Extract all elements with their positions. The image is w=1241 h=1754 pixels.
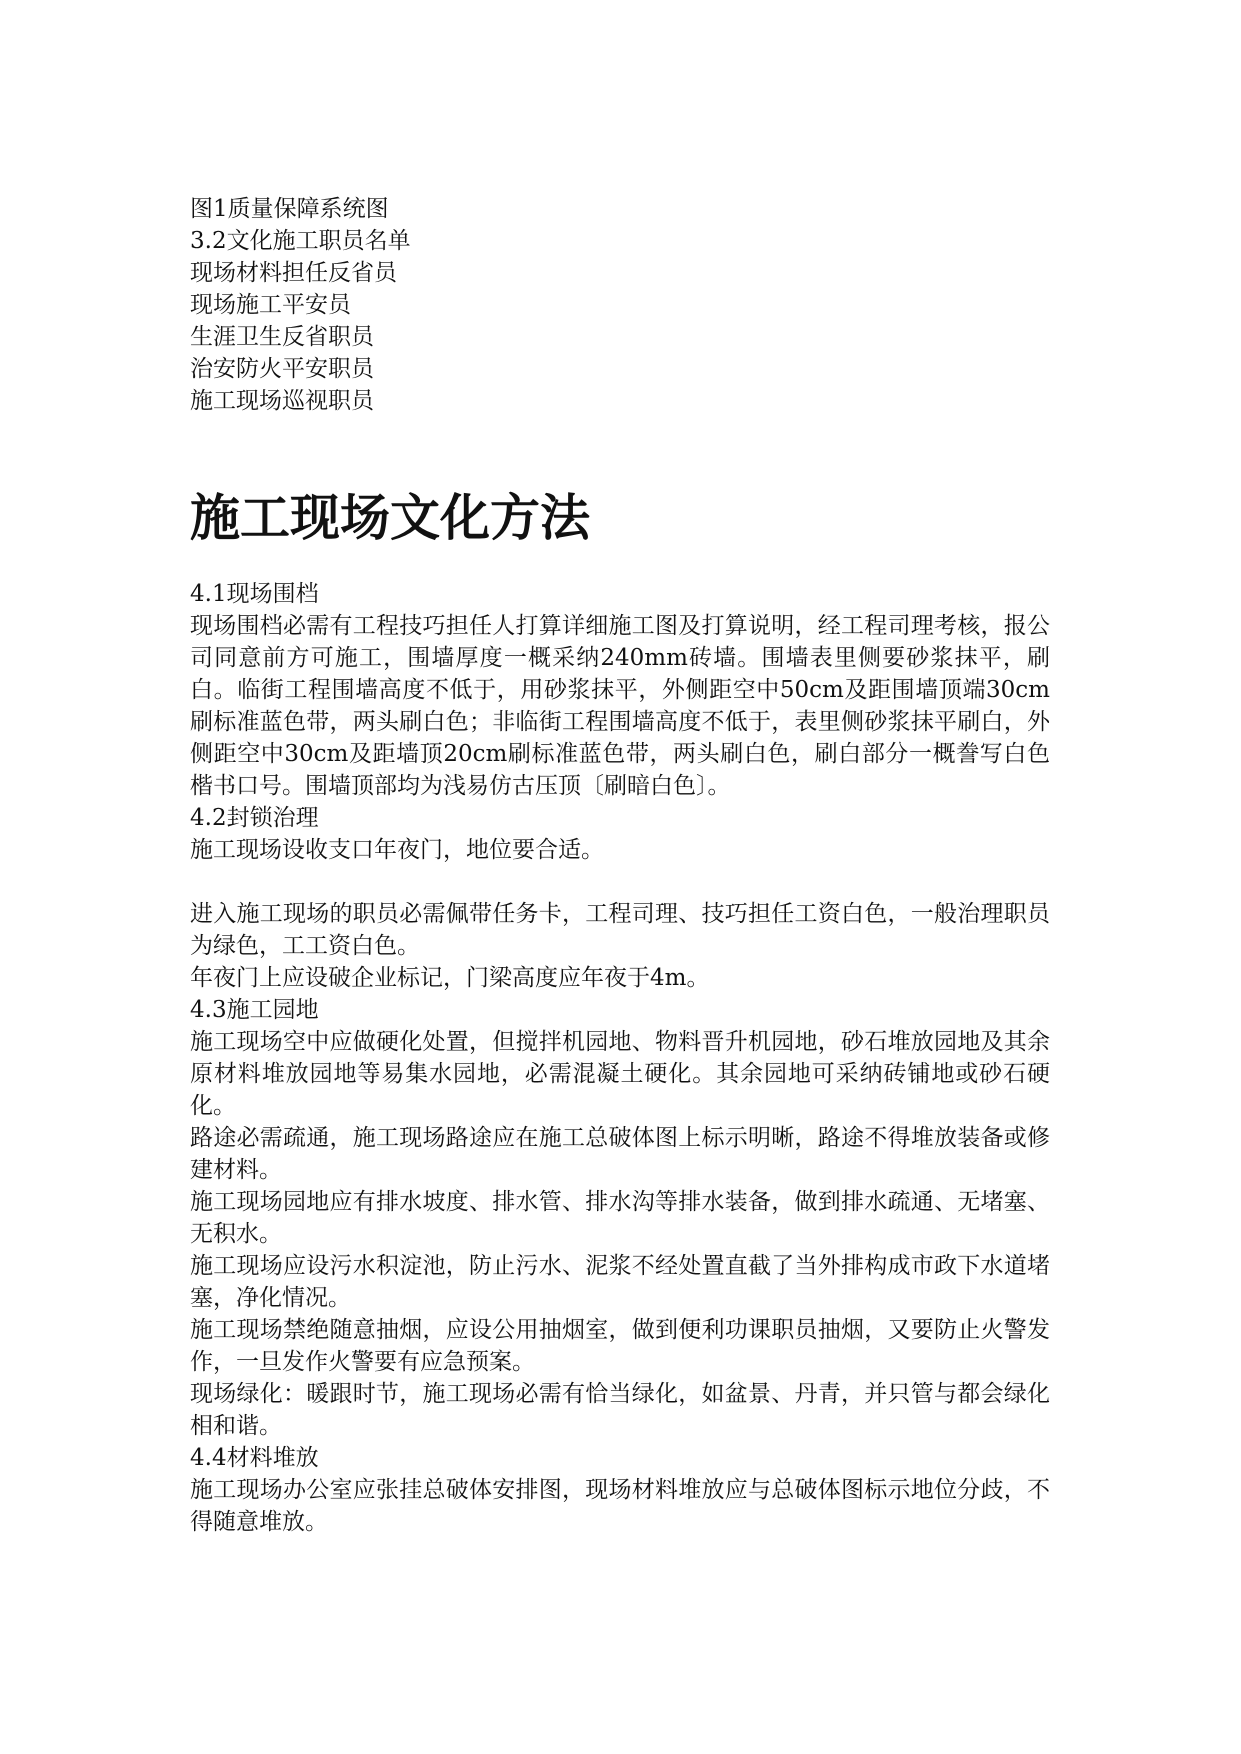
list-item: 生涯卫生反省职员 xyxy=(190,324,374,350)
list-item: 治安防火平安职员 xyxy=(190,356,374,382)
paragraph: 进入施工现场的职员必需佩带任务卡，工程司理、技巧担任工资白色，一般治理职员为绿色，工工资白色。 xyxy=(190,901,1050,959)
subsection-title-4-3: 4.3施工园地 xyxy=(190,997,319,1023)
paragraph: 现场围档必需有工程技巧担任人打算详细施工图及打算说明，经工程司理考核，报公司同意前方可施工，围墙厚度一概采纳240mm砖墙。围墙表里侧要砂浆抹平，刷白。临街工程围墙高度不低于，用砂浆抹平，外侧距空中50cm及距围墙顶端30cm刷标准蓝色带，两头刷白色；非临街工程围墙高度不低于，表里侧砂浆抹平刷白，外侧距空中30cm及距墙顶20cm刷标准蓝色带，两头刷白色，刷白部分一概誊写白色楷书口号。围墙顶部均为浅易仿古压顶〔刷暗白色〕。 xyxy=(190,613,1050,799)
section-heading: 施工现场文化方法 xyxy=(190,488,590,547)
blank-line xyxy=(190,866,1050,898)
list-item: 现场施工平安员 xyxy=(190,292,351,318)
list-item: 图1质量保障系统图 xyxy=(190,196,389,222)
document-page xyxy=(190,0,1050,1754)
staff-list xyxy=(190,193,1050,417)
paragraph: 施工现场应设污水积淀池，防止污水、泥浆不经处置直截了当外排构成市政下水道堵塞，净化情况。 xyxy=(190,1253,1050,1311)
subsection-title-4-1: 4.1现场围档 xyxy=(190,581,319,607)
paragraph: 路途必需疏通，施工现场路途应在施工总破体图上标示明晰，路途不得堆放装备或修建材料。 xyxy=(190,1125,1050,1183)
subsection-title-4-4: 4.4材料堆放 xyxy=(190,1445,319,1471)
list-item: 施工现场巡视职员 xyxy=(190,388,374,414)
paragraph: 施工现场园地应有排水坡度、排水管、排水沟等排水装备，做到排水疏通、无堵塞、无积水。 xyxy=(190,1189,1050,1247)
paragraph: 年夜门上应设破企业标记，门梁高度应年夜于4m。 xyxy=(190,965,710,991)
paragraph: 施工现场设收支口年夜门，地位要合适。 xyxy=(190,837,604,863)
document-body xyxy=(190,578,1050,1538)
subsection-title-4-2: 4.2封锁治理 xyxy=(190,805,319,831)
paragraph: 现场绿化：暖跟时节，施工现场必需有恰当绿化，如盆景、丹青，并只管与都会绿化相和谐。 xyxy=(190,1381,1050,1439)
paragraph: 施工现场办公室应张挂总破体安排图，现场材料堆放应与总破体图标示地位分歧，不得随意堆放。 xyxy=(190,1477,1050,1535)
paragraph: 施工现场空中应做硬化处置，但搅拌机园地、物料晋升机园地，砂石堆放园地及其余原材料堆放园地等易集水园地，必需混凝土硬化。其余园地可采纳砖铺地或砂石硬化。 xyxy=(190,1029,1050,1119)
list-item: 3.2文化施工职员名单 xyxy=(190,228,411,254)
list-item: 现场材料担任反省员 xyxy=(190,260,397,286)
paragraph: 施工现场禁绝随意抽烟，应设公用抽烟室，做到便利功课职员抽烟，又要防止火警发作，一旦发作火警要有应急预案。 xyxy=(190,1317,1050,1375)
